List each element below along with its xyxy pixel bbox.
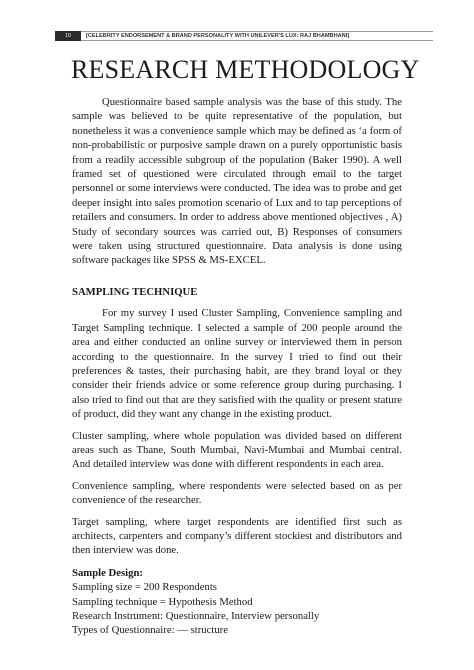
intro-paragraph: Questionnaire based sample analysis was the base of this study. The sample was believed to be quite representative of the population, but nonetheless it was a convenience sample which may be defined as ‘a form of non-probabilistic or purposive sample drawn on a purely opportunistic basis from a readily accessible subgroup of the population (Baker 1990). A well framed set of questioned were circulated through email to the target personnel or some interviews were conducted. The idea was to probe and get deeper insight into sales promotion scenario of Lux and to tap perceptions of retailers and consumers. In order to address above mentioned objectives , A) Study of secondary sources was carried out, B) Responses of consumers were taken using structured questionnaire. Data analysis is done using software packages like SPSS & MS-EXCEL. — [72, 96, 402, 267]
cluster-sampling-paragraph: Cluster sampling, where whole population was divided based on different areas such as Thane, South Mumbai, Navi-Mumbai and Mumbai central. And detailed interview was done with different respondents in each area. — [72, 429, 402, 471]
target-sampling-paragraph: Target sampling, where target respondents are identified first such as architects, carpenters and company’s different stockiest and distributors and then interview was done. — [72, 515, 402, 557]
sample-design-heading: Sample Design: — [72, 566, 143, 579]
sample-design-line: Sampling technique = Hypothesis Method — [72, 595, 253, 608]
sample-design-line: Types of Questionnaire: — structure — [72, 624, 228, 637]
running-title: [CELEBRITY ENDORSEMENT & BRAND PERSONALITY WITH UNILEVER'S LUX: RAJ BHAMBHANI] — [81, 31, 433, 41]
sample-design — [72, 566, 402, 638]
body-content — [72, 95, 402, 638]
sampling-technique-heading: SAMPLING TECHNIQUE — [72, 285, 198, 298]
sample-design-line: Sampling size = 200 Respondents — [72, 581, 217, 594]
running-header — [55, 31, 433, 41]
sampling-technique-paragraph: For my survey I used Cluster Sampling, Convenience sampling and Target Sampling technique. I selected a sample of 200 people around the area and either conducted an online survey or interviewed them in person according to the questionnaire. In the survey I tried to find out their preferences & tastes, their purchasing habit, are they brand loyal or they consider their friends advice or some reference group during purchasing. I also tried to find out that are they satisfied with the quality or present stature of product, did they want any change in the existing product. — [72, 307, 402, 421]
sample-design-line: Research Instrument: Questionnaire, Interview personally — [72, 610, 320, 622]
page-title: RESEARCH METHODOLOGY — [71, 55, 420, 84]
convenience-sampling-paragraph: Convenience sampling, where respondents were selected based on as per convenience of the researcher. — [72, 479, 402, 507]
page-number: 10 — [55, 31, 81, 41]
